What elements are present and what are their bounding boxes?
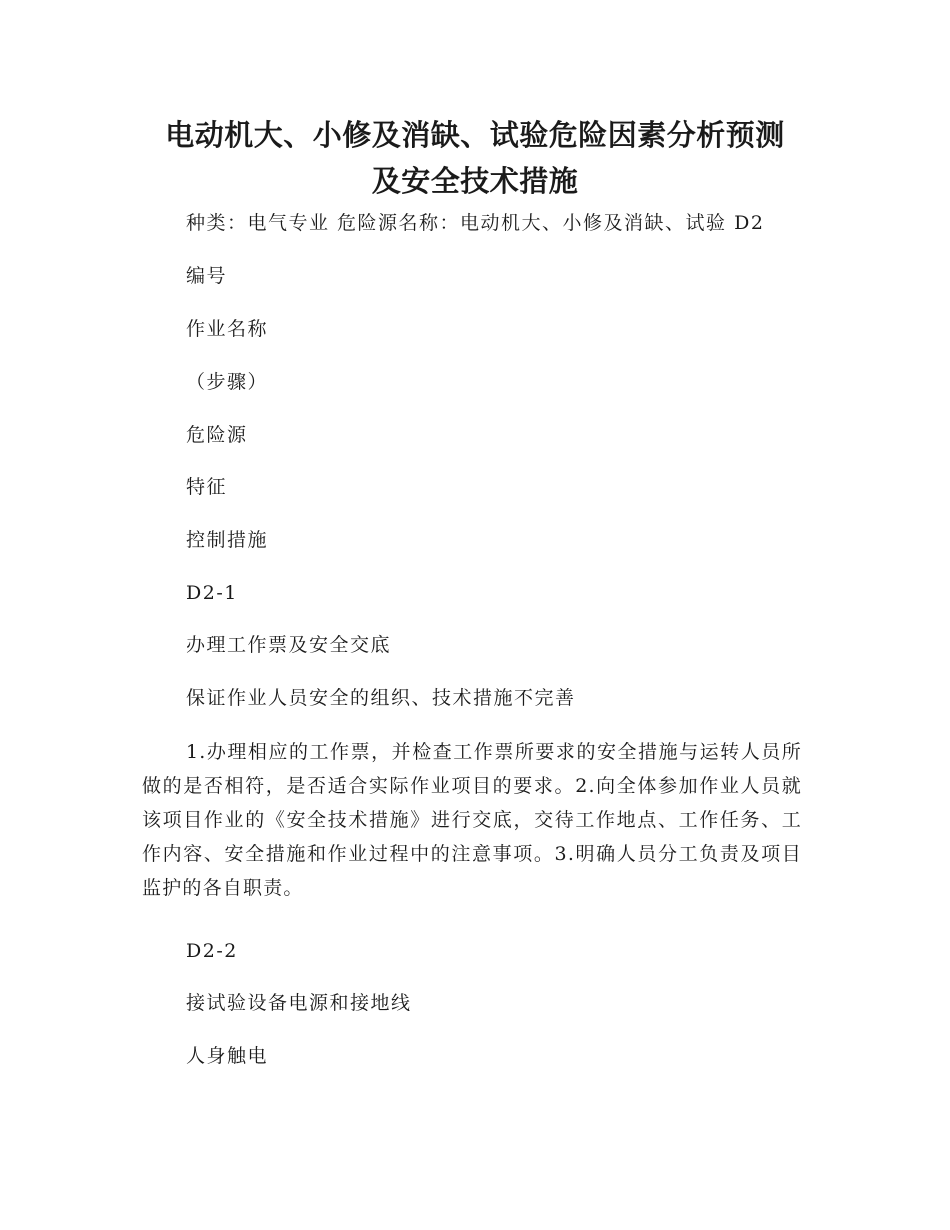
item-2-step: 接试验设备电源和接地线 xyxy=(186,992,412,1014)
header-field-step: （步骤） xyxy=(186,371,269,393)
header-field-task-name: 作业名称 xyxy=(186,318,269,340)
header-field-number: 编号 xyxy=(186,265,228,287)
item-2-hazard: 人身触电 xyxy=(186,1045,269,1067)
header-field-control-measures: 控制措施 xyxy=(186,529,269,551)
item-1-code: D2-1 xyxy=(186,582,238,604)
item-1-hazard: 保证作业人员安全的组织、技术措施不完善 xyxy=(186,687,576,709)
meta-line: 种类：电气专业 危险源名称：电动机大、小修及消缺、试验 D2 xyxy=(186,212,765,234)
item-1-step: 办理工作票及安全交底 xyxy=(186,634,392,656)
title-line-2: 及安全技术措施 xyxy=(371,164,579,198)
document-title xyxy=(140,112,810,204)
title-line-1: 电动机大、小修及消缺、试验危险因素分析预测 xyxy=(165,118,785,152)
header-field-hazard: 危险源 xyxy=(186,424,248,446)
header-field-feature: 特征 xyxy=(186,476,228,498)
item-2-code: D2-2 xyxy=(186,940,238,962)
item-1-measures: 1.办理相应的工作票，并检查工作票所要求的安全措施与运转人员所做的是否相符，是否适合实际作业项目的要求。2.向全体参加作业人员就该项目作业的《安全技术措施》进行交底，交待工作地点、工作任务、工作内容、安全措施和作业过程中的注意事项。3.明确人员分工负责及项目监护的各自职责。 xyxy=(142,741,802,899)
